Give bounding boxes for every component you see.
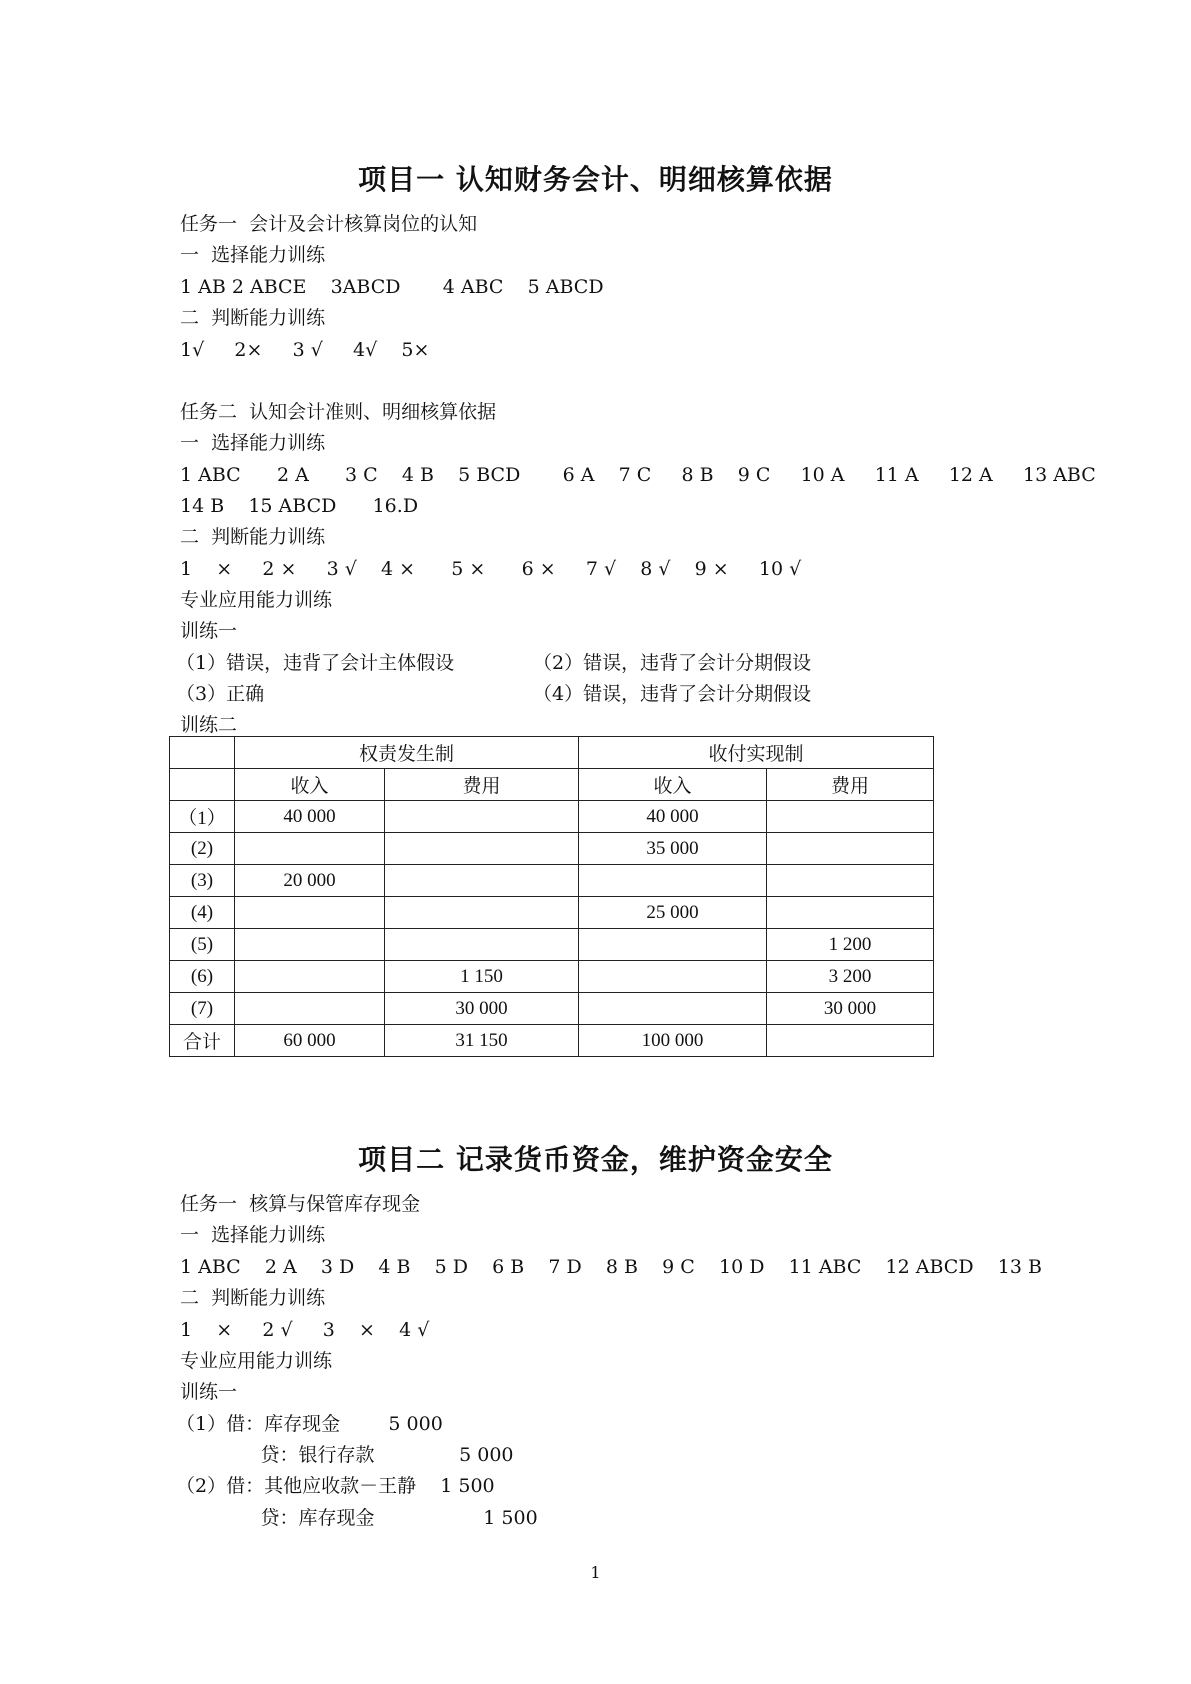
table-row-label: (4) bbox=[170, 897, 235, 929]
table-cell bbox=[235, 993, 385, 1025]
table-cell: 35 000 bbox=[579, 833, 767, 865]
section2-title: 项目二 记录货币资金，维护资金安全 bbox=[358, 1143, 833, 1176]
journal-entry: （2）借：其他应收款－王静 1 500 bbox=[176, 1475, 495, 1497]
task1-heading: 任务一 核算与保管库存现金 bbox=[180, 1193, 421, 1215]
table-row bbox=[170, 865, 934, 897]
table-row-label: (6) bbox=[170, 961, 235, 993]
table-row bbox=[170, 801, 934, 833]
table-cell: 100 000 bbox=[579, 1025, 767, 1057]
applied-heading: 专业应用能力训练 bbox=[180, 1350, 333, 1372]
table-row-label: (7) bbox=[170, 993, 235, 1025]
table-row-label: 合计 bbox=[170, 1025, 235, 1057]
exercise-item: （1）错误，违背了会计主体假设 bbox=[176, 652, 455, 674]
applied-heading: 专业应用能力训练 bbox=[180, 589, 333, 611]
table-cell bbox=[579, 865, 767, 897]
judge-answers: 1 × 2 × 3 √ 4 × 5 × 6 × 7 √ 8 √ 9 × 10 √ bbox=[180, 558, 802, 580]
table-body bbox=[170, 801, 934, 1057]
table-cell bbox=[767, 801, 934, 833]
table-row bbox=[170, 833, 934, 865]
table-row bbox=[170, 1025, 934, 1057]
table-cell bbox=[767, 897, 934, 929]
table-subheader: 收入 bbox=[579, 769, 767, 801]
table-cell bbox=[235, 897, 385, 929]
task2-heading: 任务二 认知会计准则、明细核算依据 bbox=[180, 401, 497, 423]
exercise-heading: 训练二 bbox=[180, 714, 238, 736]
table-corner-cell bbox=[170, 737, 235, 769]
table-cell bbox=[385, 833, 579, 865]
table-cell bbox=[579, 961, 767, 993]
table-cell: 20 000 bbox=[235, 865, 385, 897]
table-cell bbox=[385, 929, 579, 961]
table-group-header: 权责发生制 bbox=[235, 737, 579, 769]
choice-heading: 一 选择能力训练 bbox=[180, 1224, 326, 1246]
table-row-label: (3) bbox=[170, 865, 235, 897]
table-cell: 31 150 bbox=[385, 1025, 579, 1057]
table-subheader-row bbox=[170, 769, 934, 801]
journal-entry: 贷：银行存款 5 000 bbox=[176, 1444, 514, 1466]
page-number: 1 bbox=[590, 1563, 601, 1582]
table-subheader: 收入 bbox=[235, 769, 385, 801]
choice-answers: 1 AB 2 ABCE 3ABCD 4 ABC 5 ABCD bbox=[180, 276, 604, 298]
table-cell bbox=[579, 929, 767, 961]
journal-entry: （1）借：库存现金 5 000 bbox=[176, 1413, 443, 1435]
table-cell: 1 150 bbox=[385, 961, 579, 993]
table-cell: 60 000 bbox=[235, 1025, 385, 1057]
judge-heading: 二 判断能力训练 bbox=[180, 526, 326, 548]
table-cell: 40 000 bbox=[235, 801, 385, 833]
exercise-heading: 训练一 bbox=[180, 1381, 238, 1403]
table-cell: 25 000 bbox=[579, 897, 767, 929]
judge-heading: 二 判断能力训练 bbox=[180, 307, 326, 329]
table-cell: 30 000 bbox=[385, 993, 579, 1025]
judge-answers: 1 × 2 √ 3 × 4 √ bbox=[180, 1319, 430, 1341]
table-subheader: 费用 bbox=[385, 769, 579, 801]
table-cell bbox=[385, 801, 579, 833]
exercise-item: （2）错误，违背了会计分期假设 bbox=[533, 652, 812, 674]
table-cell bbox=[235, 833, 385, 865]
table-row bbox=[170, 961, 934, 993]
choice-answers: 14 B 15 ABCD 16.D bbox=[180, 495, 419, 517]
journal-entry: 贷：库存现金 1 500 bbox=[176, 1507, 538, 1529]
table-row-label: (5) bbox=[170, 929, 235, 961]
exercise-heading: 训练一 bbox=[180, 620, 238, 642]
table-corner-cell bbox=[170, 769, 235, 801]
table-cell bbox=[385, 897, 579, 929]
section1-title: 项目一 认知财务会计、明细核算依据 bbox=[358, 163, 833, 196]
table-cell: 3 200 bbox=[767, 961, 934, 993]
task1-heading: 任务一 会计及会计核算岗位的认知 bbox=[180, 213, 478, 235]
judge-heading: 二 判断能力训练 bbox=[180, 1287, 326, 1309]
table-cell bbox=[385, 865, 579, 897]
table-group-header: 收付实现制 bbox=[579, 737, 934, 769]
exercise-item: （3）正确 bbox=[176, 683, 265, 705]
choice-heading: 一 选择能力训练 bbox=[180, 244, 326, 266]
table-row-label: (2) bbox=[170, 833, 235, 865]
table-header-row bbox=[170, 737, 934, 769]
accrual-cash-table bbox=[169, 736, 934, 1057]
table-cell bbox=[767, 1025, 934, 1057]
judge-answers: 1√ 2× 3 √ 4√ 5× bbox=[180, 339, 430, 361]
table-cell bbox=[235, 929, 385, 961]
table-cell bbox=[579, 993, 767, 1025]
table-row bbox=[170, 929, 934, 961]
table-cell: 40 000 bbox=[579, 801, 767, 833]
choice-answers: 1 ABC 2 A 3 C 4 B 5 BCD 6 A 7 C 8 B 9 C 10 A 11 A 12 A 13 ABC bbox=[180, 464, 1096, 486]
table-cell bbox=[767, 833, 934, 865]
table-row bbox=[170, 897, 934, 929]
table-cell: 1 200 bbox=[767, 929, 934, 961]
choice-answers: 1 ABC 2 A 3 D 4 B 5 D 6 B 7 D 8 B 9 C 10 D 11 ABC 12 ABCD 13 B bbox=[180, 1256, 1042, 1278]
table-cell: 30 000 bbox=[767, 993, 934, 1025]
choice-heading: 一 选择能力训练 bbox=[180, 432, 326, 454]
table-row-label: （1） bbox=[170, 801, 235, 833]
table-cell bbox=[767, 865, 934, 897]
table-cell bbox=[235, 961, 385, 993]
table-subheader: 费用 bbox=[767, 769, 934, 801]
exercise-item: （4）错误，违背了会计分期假设 bbox=[533, 683, 812, 705]
table-row bbox=[170, 993, 934, 1025]
